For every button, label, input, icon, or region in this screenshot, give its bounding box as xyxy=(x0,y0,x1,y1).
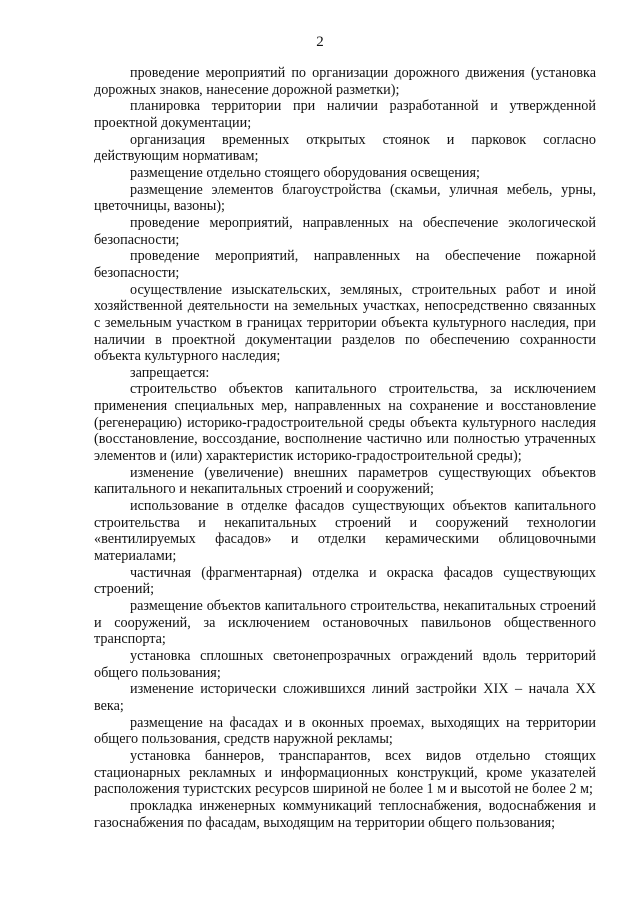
paragraph: размещение элементов благоустройства (скамьи, уличная мебель, урны, цветочницы, вазоны); xyxy=(94,181,596,215)
paragraph: использование в отделке фасадов существующих объектов капитального строительства и некапитальных строений и сооружений технологии «вентилируемых фасадов» и отделки керамическими облицовочными материалами; xyxy=(94,498,596,565)
paragraph: планировка территории при наличии разработанной и утвержденной проектной документации; xyxy=(94,98,596,131)
section-heading: запрещается: xyxy=(130,364,210,381)
paragraph: изменение (увеличение) внешних параметров существующих объектов капитального и некапитальных строений и сооружений; xyxy=(94,464,596,498)
paragraph: проведение мероприятий, направленных на обеспечение экологической безопасности; xyxy=(94,214,596,248)
page-number: 2 xyxy=(316,34,324,50)
paragraph: установка сплошных светонепрозрачных ограждений вдоль территорий общего пользования; xyxy=(94,647,596,681)
paragraph: проведение мероприятий, направленных на обеспечение пожарной безопасности; xyxy=(94,248,596,281)
paragraph: изменение исторически сложившихся линий застройки XIX – начала XX века; xyxy=(94,681,596,714)
paragraph: размещение на фасадах и в оконных проемах, выходящих на территории общего пользования, средств наружной рекламы; xyxy=(94,714,596,748)
paragraph: размещение отдельно стоящего оборудования освещения; xyxy=(130,164,480,181)
paragraph: строительство объектов капитального строительства, за исключением применения специальных мер, направленных на сохранение и восстановление (регенерацию) историко-градостроительной среды объекта культурного наследия (восстановление, воссоздание, восполнение частично или полностью утраченных элементов и (или) характеристик историко-градостроительной среды); xyxy=(94,381,596,465)
paragraph: осуществление изыскательских, земляных, строительных работ и иной хозяйственной деятельности на земельных участках, непосредственно связанных с земельным участком в границах территории объекта культурного наследия, при наличии в проектной документации разделов по обеспечению сохранности объекта культурного наследия; xyxy=(94,281,596,365)
document-body xyxy=(94,65,596,831)
paragraph: прокладка инженерных коммуникаций теплоснабжения, водоснабжения и газоснабжения по фасадам, выходящим на территории общего пользования; xyxy=(94,797,596,831)
paragraph: размещение объектов капитального строительства, некапитальных строений и сооружений, за исключением остановочных павильонов общественного транспорта; xyxy=(94,598,596,648)
paragraph: организация временных открытых стоянок и парковок согласно действующим нормативам; xyxy=(94,131,596,165)
paragraph: проведение мероприятий по организации дорожного движения (установка дорожных знаков, нанесение дорожной разметки); xyxy=(94,65,596,98)
paragraph: установка баннеров, транспарантов, всех видов отдельно стоящих стационарных рекламных и информационных конструкций, кроме указателей расположения туристских ресурсов шириной не более 1 м и высотой не более 2 м; xyxy=(94,747,596,798)
paragraph: частичная (фрагментарная) отделка и окраска фасадов существующих строений; xyxy=(94,564,596,598)
